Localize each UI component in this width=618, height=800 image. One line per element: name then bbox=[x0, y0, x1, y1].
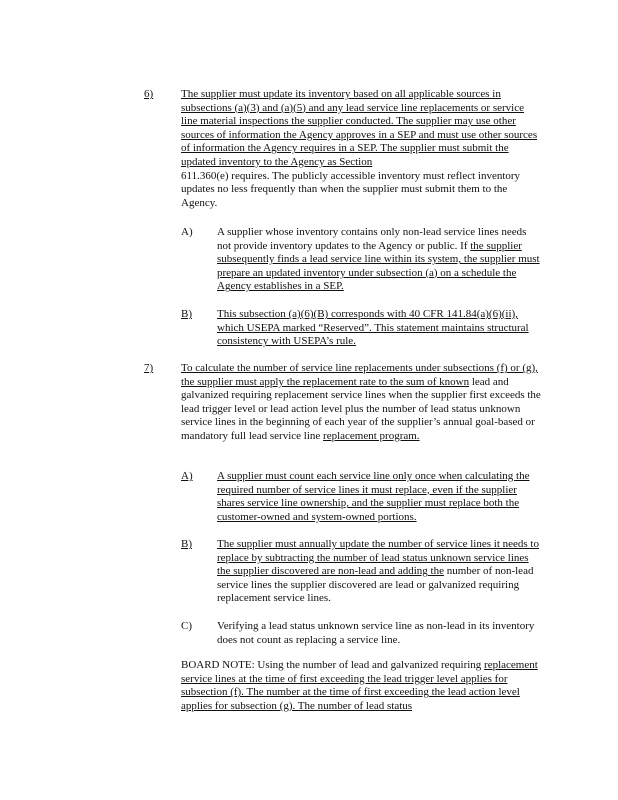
item-7B-underlined-text: The supplier must annually update the number of service lines it needs to replace by subtracting the number of lead status unknown service lines the supplier discovered are non-lead and adding the bbox=[217, 538, 539, 578]
item-7-number: 7) bbox=[144, 362, 154, 374]
item-6-underlined-text: The supplier must update its inventory based on all applicable sources in subsections (a)(3) and (a)(5) and any lead service line replacements or service line material inspections the supplier conducted. The supplier may use other sources of information the Agency approves in a SEP and must use other sources of information the Agency requires in a SEP. The supplier must submit the updated inventory to the Agency as Section bbox=[181, 88, 538, 168]
item-6B-paragraph bbox=[217, 308, 543, 349]
item-7B-plain-text: number of non-lead service lines the supplier discovered are lead or galvanized requiring replacement service lines. bbox=[217, 565, 534, 605]
item-7B-paragraph bbox=[217, 538, 543, 606]
item-7-underlined-end: replacement program. bbox=[323, 429, 420, 442]
item-7C-label: C) bbox=[181, 620, 192, 632]
item-7-paragraph bbox=[181, 362, 543, 444]
item-7B-label: B) bbox=[181, 538, 192, 550]
item-6A-underlined-text: the supplier subsequently finds a lead service line within its system, the supplier must prepare an updated inventory under subsection (a) on a schedule the Agency establishes in a SEP. bbox=[217, 239, 540, 293]
item-6A-paragraph bbox=[217, 226, 543, 294]
board-note-plain-text: BOARD NOTE: Using the number of lead and galvanized requiring bbox=[181, 659, 482, 671]
item-7-plain-text: lead and galvanized requiring replacement service lines when the supplier first exceeds the lead trigger level or lead action level plus the number of lead status unknown service lines in the beginning of each year of the supplier’s annual goal-based or mandatory full lead service line bbox=[181, 375, 541, 442]
board-note-underlined-text: replacement service lines at the time of first exceeding the lead trigger level applies for subsection (f). The number at the time of first exceeding the lead action level applies for subsection (g). The number of lead status bbox=[181, 659, 538, 712]
item-7C-plain-text: Verifying a lead status unknown service line as non-lead in its inventory does not count as replacing a service line. bbox=[217, 620, 535, 646]
board-note bbox=[181, 659, 543, 713]
item-7-underlined-text: To calculate the number of service line replacements under subsections (f) or (g), the supplier must apply the replacement rate to the sum of known bbox=[181, 362, 538, 388]
item-6-plain-text: 611.360(e) requires. The publicly accessible inventory must reflect inventory updates no less frequently than when the supplier must submit them to the Agency. bbox=[181, 169, 521, 209]
item-6B-underlined-text: This subsection (a)(6)(B) corresponds with 40 CFR 141.84(a)(6)(ii), which USEPA marked “Reserved”. This statement maintains structural consistency with USEPA’s rule. bbox=[217, 308, 529, 348]
item-6-paragraph bbox=[181, 88, 543, 210]
item-6-number: 6) bbox=[144, 88, 154, 100]
item-7A-label: A) bbox=[181, 470, 193, 482]
item-6B-label: B) bbox=[181, 308, 192, 320]
item-7A-underlined-text: A supplier must count each service line only once when calculating the required number of service lines it must replace, even if the supplier shares service line ownership, and the supplier must replace both the customer-owned and system-owned portions. bbox=[217, 470, 530, 523]
item-7A-paragraph bbox=[217, 470, 543, 524]
item-6A-label: A) bbox=[181, 226, 193, 238]
item-6A-plain-text: A supplier whose inventory contains only non-lead service lines needs not provide inventory updates to the Agency or public. If bbox=[217, 226, 527, 252]
item-7C-paragraph bbox=[217, 620, 543, 647]
